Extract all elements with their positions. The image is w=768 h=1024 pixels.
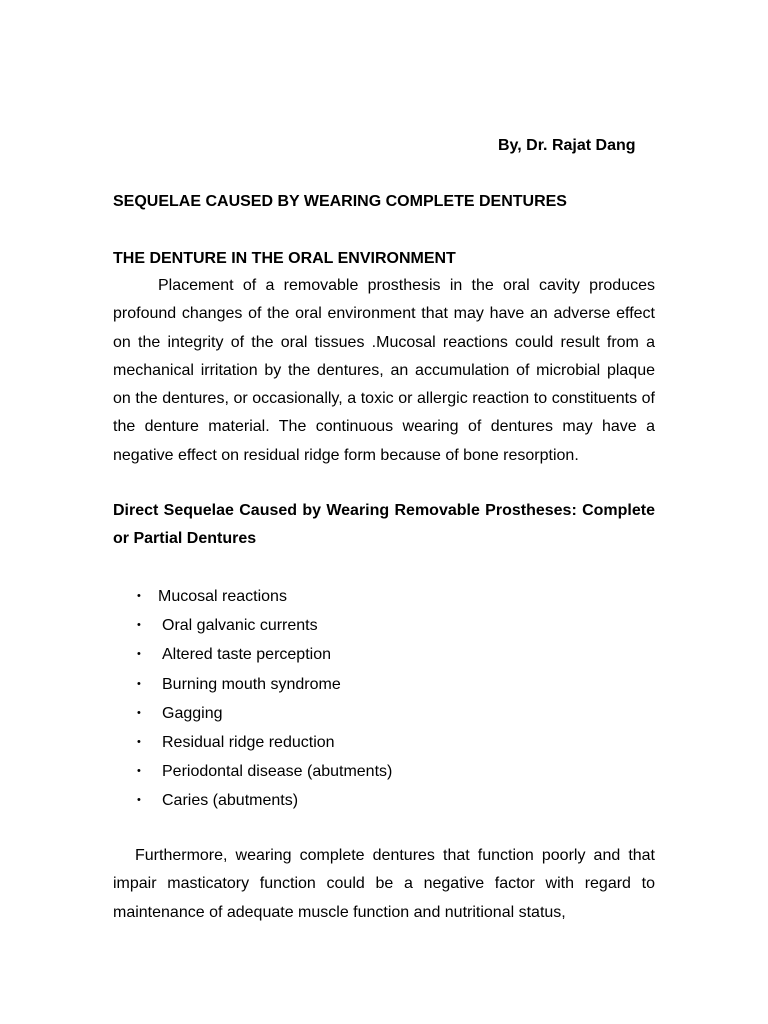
list-item-text: Mucosal reactions [158,588,287,605]
list-item-text: Burning mouth syndrome [162,675,341,693]
bullet-icon: • [137,677,141,690]
bullet-icon: • [137,590,141,602]
list-item-text: Oral galvanic currents [162,617,318,635]
intro-paragraph: Placement of a removable prosthesis in the oral cavity produces profound changes of the oral environment that may have an adverse effect on the integrity of the oral tissues .Mucosal reactions could result from a mechanical irritation by the dentures, an accumulation of microbial plaque on the dentures, or occasionally, a toxic or allergic reaction to constituents of the denture material. The continuous wearing of dentures may have a negative effect on residual ridge form because of bone resorption. [113,277,655,464]
bullet-icon: • [137,648,141,661]
bullet-icon: • [137,706,141,719]
sub-heading: Direct Sequelae Caused by Wearing Removable Prostheses: Complete or Partial Dentures [113,502,655,548]
list-item-text: Residual ridge reduction [162,733,335,751]
bullet-icon: • [137,765,141,778]
list-item-text: Periodontal disease (abutments) [162,763,393,781]
document-title: SEQUELAE CAUSED BY WEARING COMPLETE DENTURES [113,193,567,210]
list-item-text: Gagging [162,704,223,722]
list-item-text: Caries (abutments) [162,792,299,810]
bullet-icon: • [137,619,141,632]
list-item-text: Altered taste perception [162,646,331,664]
author-line: By, Dr. Rajat Dang [498,137,636,154]
bullet-icon: • [137,735,141,748]
bullet-icon: • [137,794,141,807]
section-heading: THE DENTURE IN THE ORAL ENVIRONMENT [113,250,456,267]
closing-paragraph: Furthermore, wearing complete dentures that function poorly and that impair masticatory function could be a negative factor with regard to maintenance of adequate muscle function and nutritional status, [113,847,655,921]
